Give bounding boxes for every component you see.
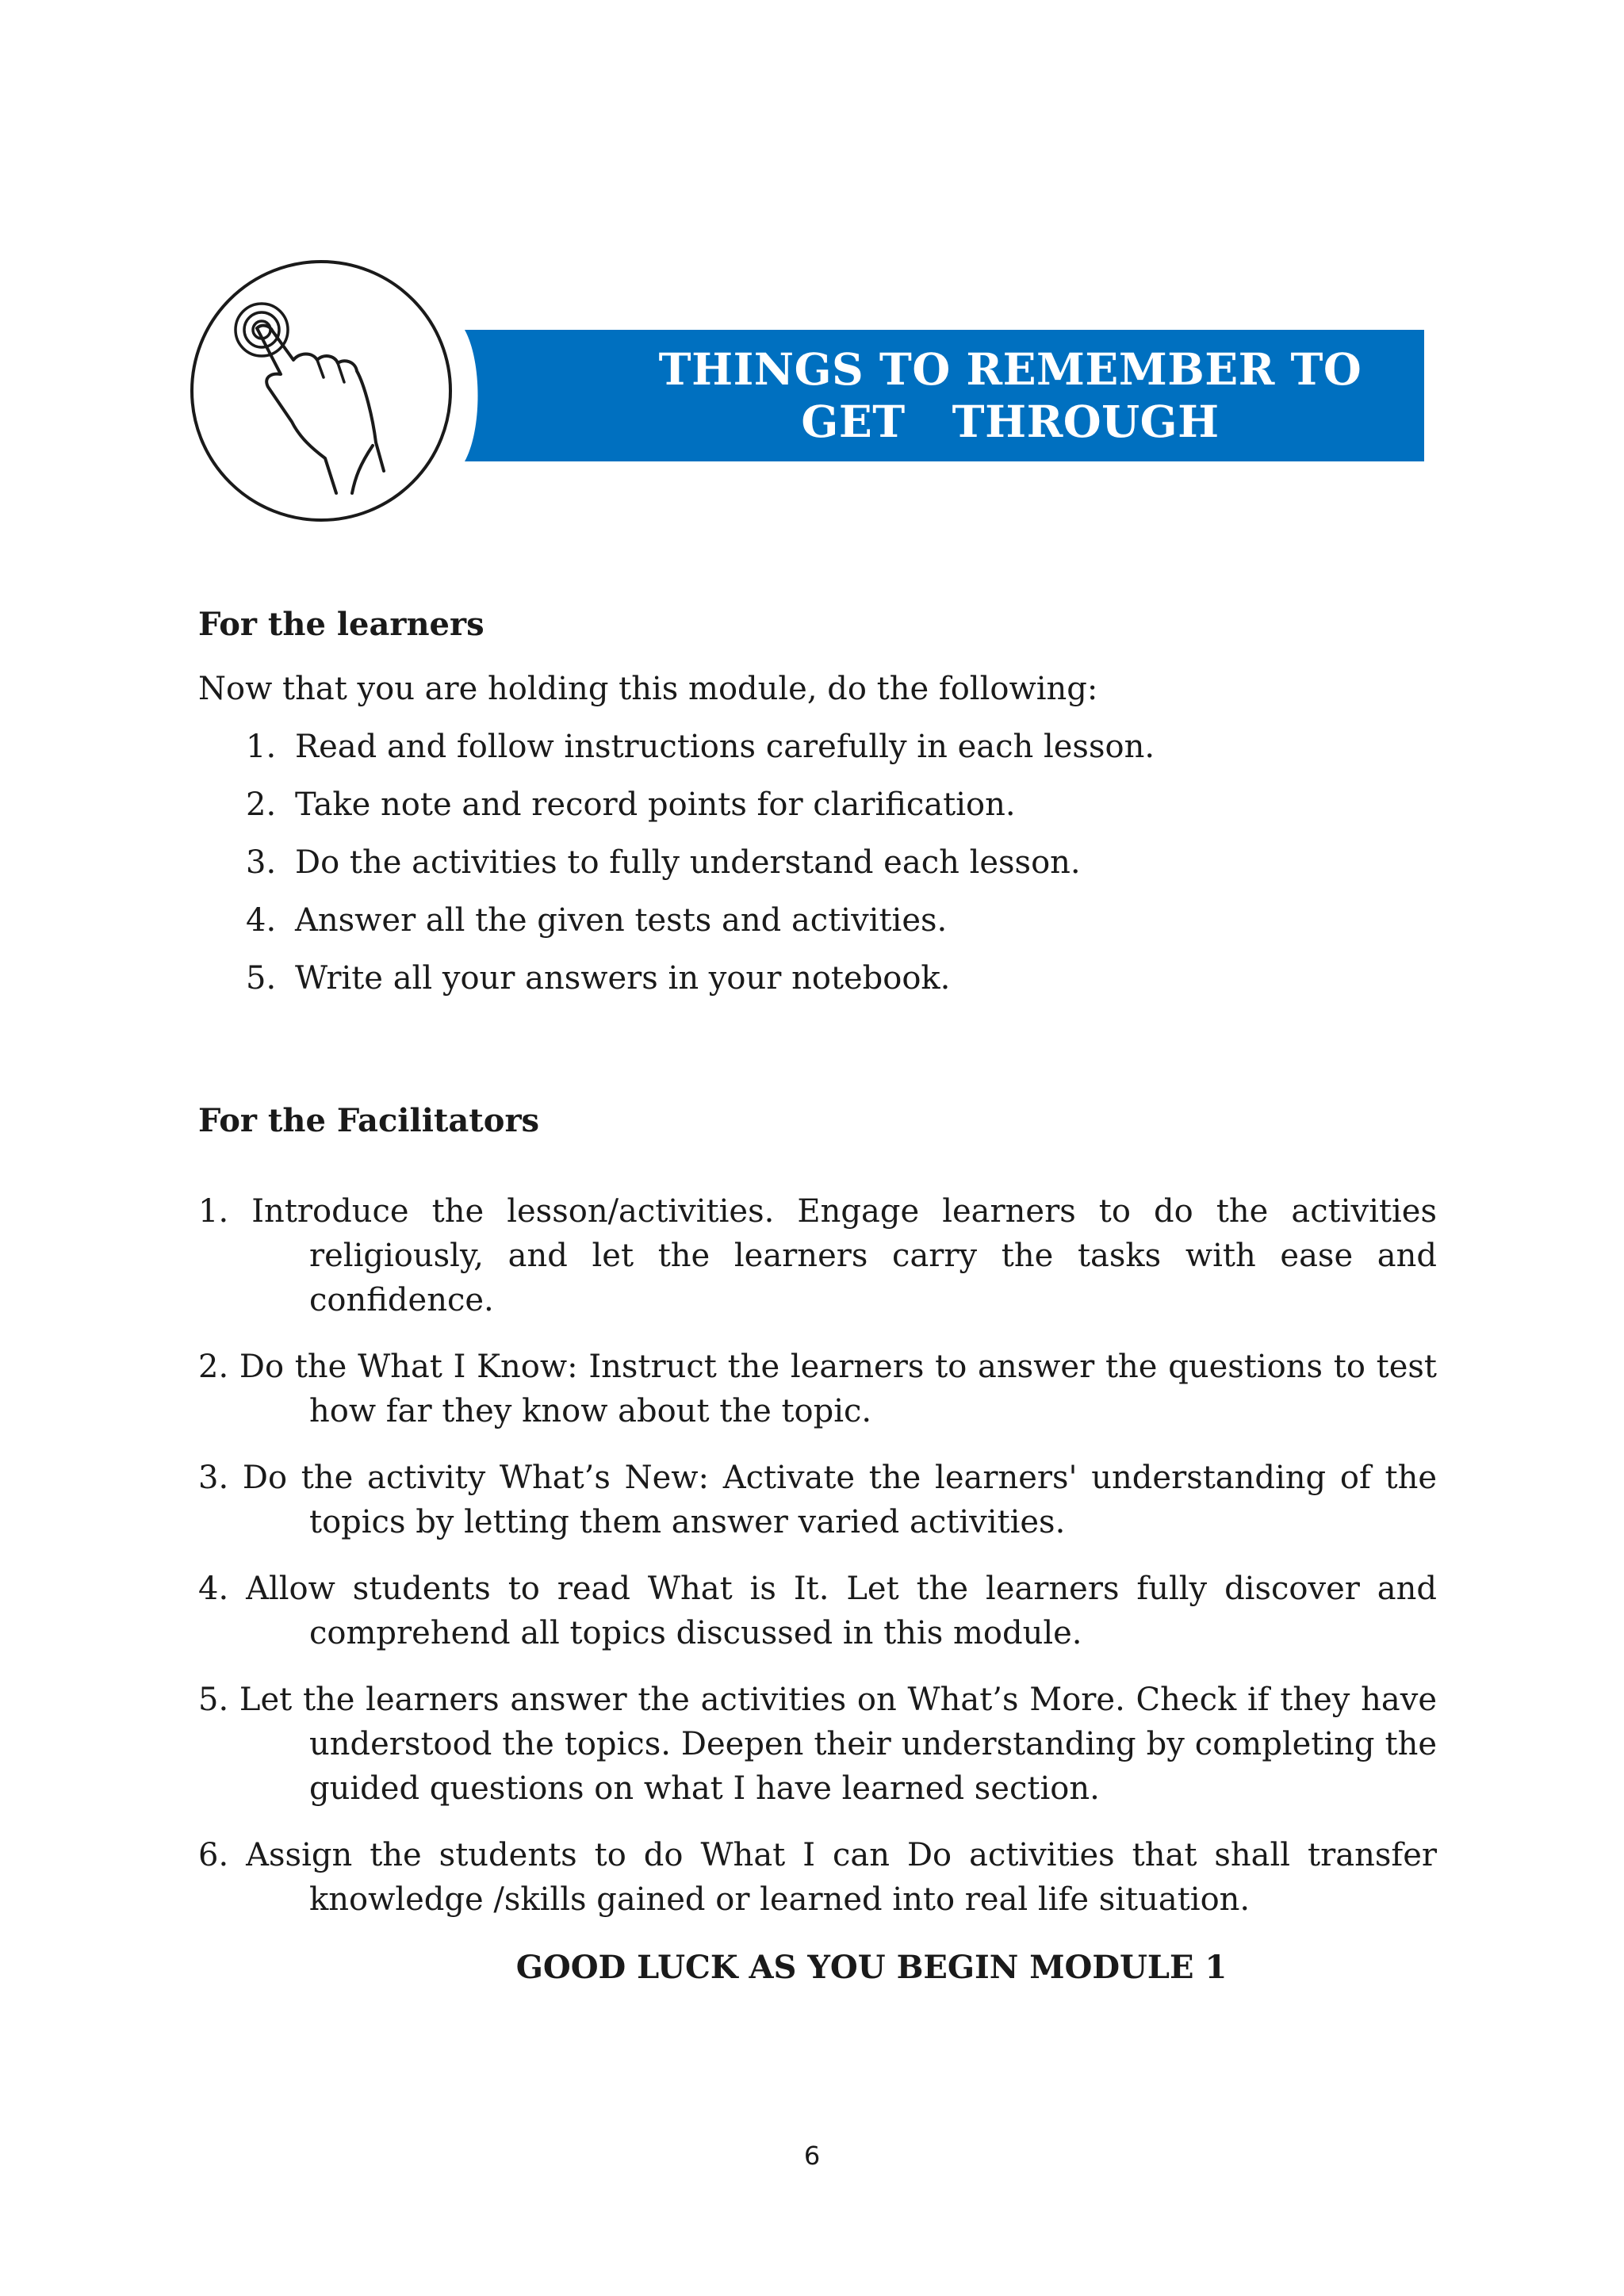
finger-tap-icon	[189, 258, 454, 523]
list-item	[246, 786, 1155, 844]
list-item	[246, 844, 1155, 901]
list-item-number: 4.	[246, 902, 277, 939]
list-item-first-line: 4. Allow students to read What is It. Let the learners fully discover and	[198, 1571, 1437, 1607]
banner-title-line-2: GET THROUGH	[801, 396, 1220, 447]
facilitators-heading: For the Facilitators	[198, 1102, 540, 1139]
banner-curve-decoration	[460, 330, 492, 461]
list-item-first-line: 2. Do the What I Know: Instruct the learners to answer the questions to test	[198, 1349, 1437, 1385]
list-item-text: Take note and record points for clarification.	[295, 786, 1016, 823]
list-item-continuation: how far they know about the topic.	[309, 1393, 872, 1429]
list-item	[198, 1189, 1437, 1322]
list-item-text: Read and follow instructions carefully in each lesson.	[295, 729, 1155, 765]
list-item-number: 3.	[246, 844, 277, 881]
banner-title-line-1: THINGS TO REMEMBER TO	[658, 343, 1362, 395]
list-item-text: Write all your answers in your notebook.	[295, 960, 951, 997]
list-item-text: Answer all the given tests and activities.	[295, 902, 948, 939]
list-item	[246, 959, 1155, 1017]
list-item-first-line: 1. Introduce the lesson/activities. Engage learners to do the activities	[198, 1193, 1437, 1230]
list-item	[246, 901, 1155, 959]
list-item-continuation: comprehend all topics discussed in this module.	[309, 1615, 1082, 1651]
list-item	[198, 1833, 1437, 1922]
list-item-number: 2.	[246, 786, 277, 823]
list-item-number: 5.	[246, 960, 277, 997]
list-item-first-line: 3. Do the activity What’s New: Activate the learners' understanding of the	[198, 1460, 1437, 1496]
list-item-continuation: topics by letting them answer varied activities.	[309, 1504, 1066, 1540]
list-item-continuation: understood the topics. Deepen their understanding by completing the guided questions on what I have learned section.	[309, 1726, 1437, 1807]
learners-heading: For the learners	[198, 606, 485, 643]
list-item-continuation: religiously, and let the learners carry the tasks with ease and confidence.	[309, 1238, 1437, 1318]
learners-list	[246, 728, 1155, 1017]
list-item	[198, 1345, 1437, 1433]
list-item-text: Do the activities to fully understand each lesson.	[295, 844, 1081, 881]
list-item-number: 1.	[246, 729, 277, 765]
list-item	[198, 1678, 1437, 1811]
list-item-continuation: knowledge /skills gained or learned into real life situation.	[309, 1881, 1251, 1918]
list-item	[198, 1567, 1437, 1655]
section-banner	[462, 330, 1424, 461]
list-item-first-line: 5. Let the learners answer the activities on What’s More. Check if they have	[198, 1682, 1437, 1718]
list-item	[198, 1456, 1437, 1544]
list-item	[246, 728, 1155, 786]
page-number: 6	[803, 2141, 821, 2171]
list-item-first-line: 6. Assign the students to do What I can Do activities that shall transfer	[198, 1837, 1437, 1873]
closing-message: GOOD LUCK AS YOU BEGIN MODULE 1	[515, 1949, 1228, 1986]
learners-intro: Now that you are holding this module, do the following:	[198, 671, 1098, 707]
facilitators-list	[198, 1189, 1437, 1944]
